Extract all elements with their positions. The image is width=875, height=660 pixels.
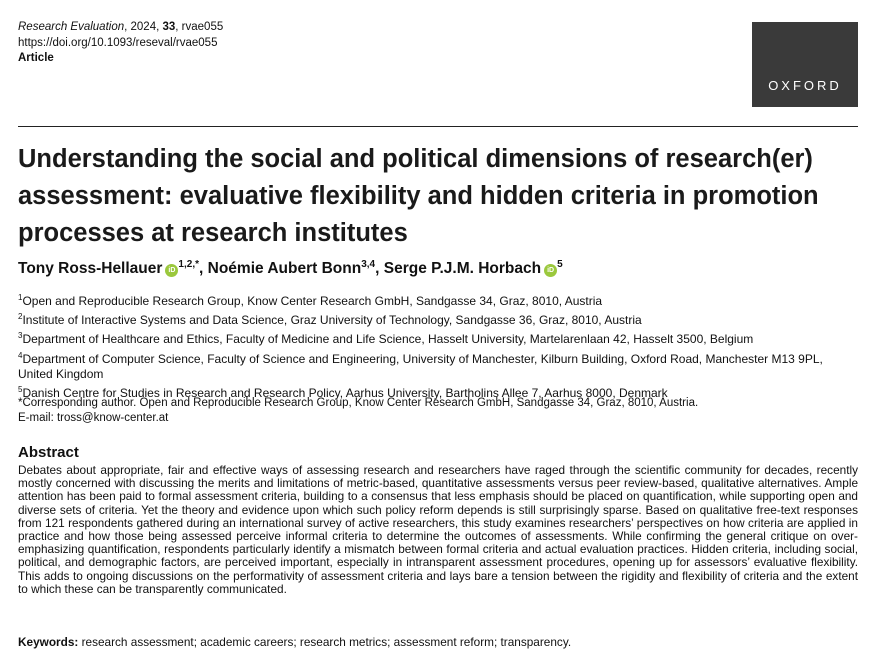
article-type: Article	[18, 52, 54, 64]
author-affiliation-marks: 5	[557, 259, 563, 270]
affiliation-text: Department of Healthcare and Ethics, Faculty of Medicine and Life Science, Hasselt University, Martelarenlaan 42, Hasselt 3500, Belgium	[22, 332, 754, 347]
affiliation-number: 3	[18, 331, 23, 341]
paper-title: Understanding the social and political dimensions of research(er) assessment: evaluative flexibility and hidden criteria in promotion processes at research institutes	[18, 145, 819, 247]
author-name[interactable]: Serge P.J.M. Horbach	[383, 260, 542, 278]
affiliation-text: Danish Centre for Studies in Research and Research Policy, Aarhus University, Bartholins Allee 7, Aarhus 8000, Denmark	[22, 386, 668, 401]
author-list	[18, 259, 563, 278]
affiliation-text: Open and Reproducible Research Group, Know Center Research GmbH, Sandgasse 34, Graz, 8010, Austria	[22, 294, 603, 308]
affiliation-item	[18, 328, 858, 347]
affiliation-item	[18, 348, 858, 382]
email-link[interactable]: E-mail: tross@know-center.at	[18, 412, 169, 424]
volume: 33	[162, 21, 176, 33]
journal-name: Research Evaluation	[18, 21, 125, 33]
affiliation-number: 2	[18, 312, 23, 322]
author-separator: ,	[375, 260, 384, 278]
abstract-text: Debates about appropriate, fair and effective ways of assessing research and researchers have raged through the scientific community for decades, recently mostly concerned with discussing the merits and limitations of metric-based, quantitative assessments versus peer review-based, qualitative alternatives. Ample attention has been paid to formal assessment criteria, building to a consensus that less emphasis should be placed on quantification, while supporting open and diverse sets of criteria. Yet the theory and evidence upon which such policy reform depends is still surprisingly sparse. Based on qualitative free-text responses from 121 respondents gathered during an international survey of active researchers, this study examines researchers’ perspectives on how criteria are applied in practice and how those being assessed perceive informal criteria to determine the outcomes of assessments. While confirming the general critique on over-emphasizing quantification, respondents particularly identify a mismatch between formal criteria and actual evaluation practices. Hidden criteria, including social, political, and demographic factors, are perceived important, especially in intransparent assessment procedures, opening up for assessors’ evaluative flexibility. This adds to ongoing discussions on the performativity of assessment criteria and lays bare a tension between the rigidity and flexibility of criteria and the extent to which these can be transparently communicated.	[18, 463, 858, 596]
header-divider	[18, 126, 858, 127]
affiliation-item	[18, 309, 858, 328]
doi-link[interactable]: https://doi.org/10.1093/reseval/rvae055	[18, 36, 218, 49]
affiliation-number: 1	[18, 293, 23, 302]
corresponding-note: *Corresponding author. Open and Reproducible Research Group, Know Center Research GmbH, Sandgasse 34, Graz, 8010, Austria.	[18, 397, 699, 409]
article-id: , rvae055	[175, 21, 224, 33]
affiliation-number: 4	[18, 350, 23, 360]
oxford-logo	[752, 22, 858, 107]
keywords-text: research assessment; academic careers; research metrics; assessment reform; transparency.	[78, 635, 572, 649]
citation-year: , 2024,	[124, 21, 163, 33]
affiliation-text: Institute of Interactive Systems and Data Science, Graz University of Technology, Sandgasse 36, Graz, 8010, Austria	[22, 313, 642, 328]
citation-line	[18, 20, 223, 36]
orcid-icon[interactable]: iD	[544, 264, 557, 277]
abstract-heading: Abstract	[18, 444, 79, 461]
article-meta	[18, 20, 223, 67]
keywords-line	[18, 635, 571, 649]
logo-text: OXFORD	[768, 78, 842, 93]
author-affiliation-marks: 1,2,*	[178, 259, 199, 270]
keywords-label: Keywords:	[18, 635, 79, 649]
author-name[interactable]: Tony Ross-Hellauer	[18, 260, 163, 278]
author-separator: ,	[199, 260, 208, 278]
affiliation-text: Department of Computer Science, Faculty of Science and Engineering, University of Manchester, Kilburn Building, Oxford Road, Manchester M13 9PL, United Kingdom	[18, 351, 823, 381]
affiliation-item	[18, 290, 858, 309]
orcid-icon[interactable]: iD	[165, 264, 178, 277]
author-name[interactable]: Noémie Aubert Bonn	[207, 260, 362, 278]
corresponding-author	[18, 396, 698, 426]
author-affiliation-marks: 3,4	[361, 259, 376, 270]
affiliation-number: 5	[18, 385, 23, 395]
affiliation-list	[18, 290, 858, 401]
